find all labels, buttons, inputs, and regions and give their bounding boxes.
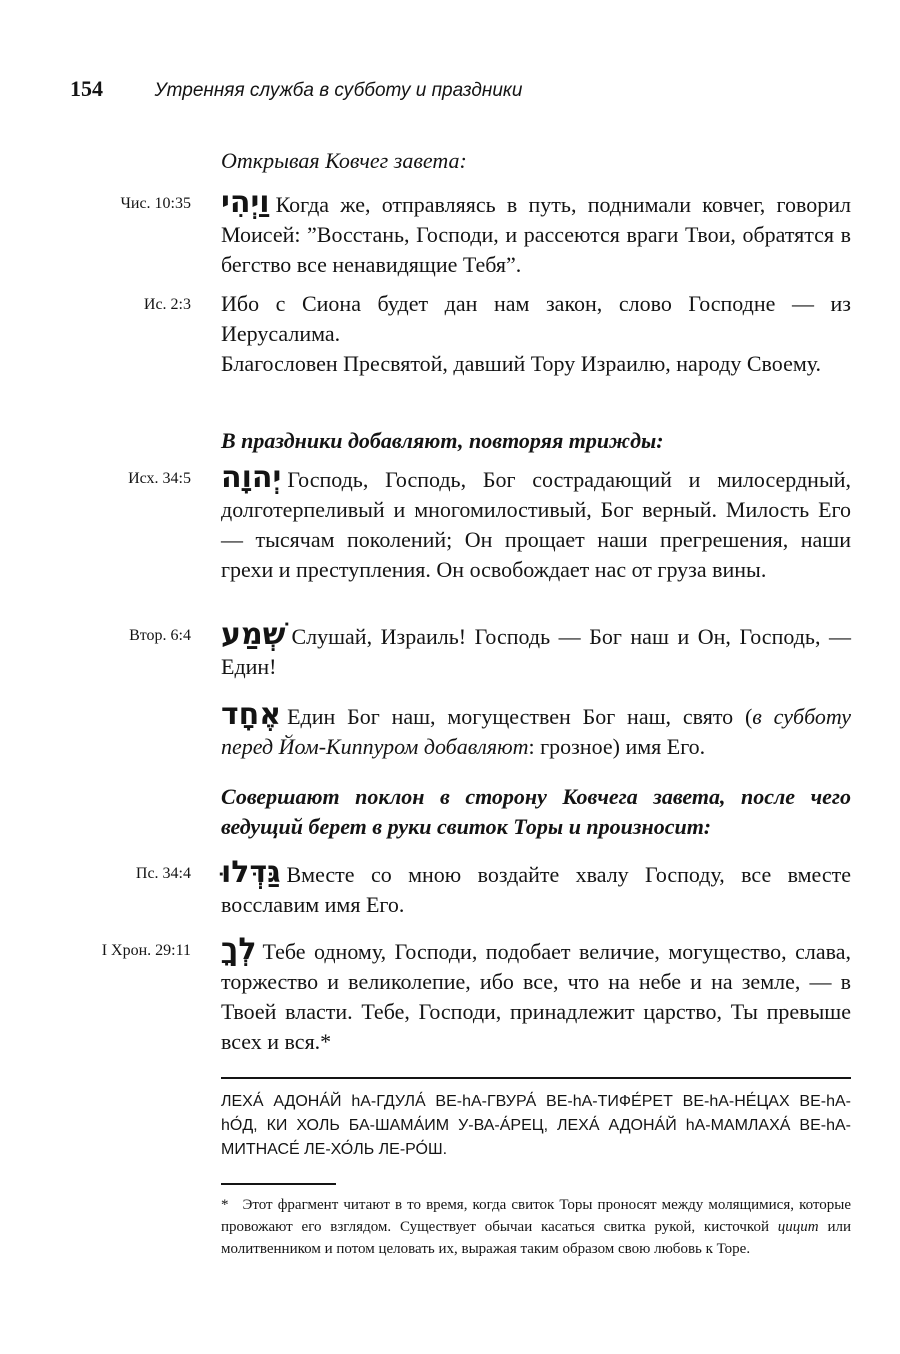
rubric-text: В праздники добавляют, повторяя трижды: (221, 428, 664, 453)
rubric-text: Совершают поклон в сторону Ковчега завета, после чего ведущий берет в руки свиток Торы и произносит: (221, 784, 851, 839)
passage-text (221, 932, 851, 1057)
passage-text (221, 617, 851, 682)
passage-text (221, 697, 851, 762)
blessing-line: Благословен Пресвятой, давший Тору Израилю, народу Своему. (221, 351, 822, 376)
passage-body: Слушай, Израиль! Господь — Бог наш и Он, Господь, — Един! (221, 624, 851, 679)
verse-reference: Ис. 2:3 (143, 296, 191, 313)
verse-reference: I Хрон. 29:11 (101, 942, 191, 959)
passage-body: Господь, Господь, Бог сострадающий и милосердный, долготерпеливый и многомилостивый, Бог верный. Милость Его — тысячам поколений; Он прощает наши прегрешения, наши грехи и преступления. Он освобождает нас от груза вины. (221, 467, 851, 582)
passage-body-end: : грозное) имя Его. (528, 734, 706, 759)
verse-reference: Втор. 6:4 (129, 627, 191, 644)
footnote-italic-term: цицит (777, 1219, 819, 1235)
passage-text (221, 855, 851, 920)
transliteration-block: ЛЕХА́ АДОНА́Й hА-ГДУЛА́ ВЕ-hА-ГВУРА́ ВЕ-hА-ТИФЕ́РЕТ ВЕ-hА-НЕ́ЦАХ ВЕ-hА-hО́Д, КИ ХОЛЬ БА-ШАМА́ИМ У-ВА-А́РЕЦ, ЛЕХА́ АДОНА́Й hА-МАМЛАХА́ ВЕ-hА-МИТНАСЕ́ ЛЕ-ХО́ЛЬ ЛЕ-РО́Ш. (221, 1093, 851, 1158)
passage-body: Тебе одному, Господи, подобает величие, могущество, слава, торжество и великолепие, ибо все, что на небе и на земле, — в Твоей власти. Тебе, Господи, принадлежит царство, Ты превыше всех и вся.* (221, 939, 851, 1054)
hebrew-incipit: שְׁמַע (221, 617, 286, 652)
passage-text (221, 289, 851, 379)
passage-body: Когда же, отправляясь в путь, поднимали ковчег, говорил Моисей: ”Восстань, Господи, и рассеются враги Твои, обратятся в бегство все ненавидящие Тебя”. (221, 192, 851, 277)
passage-body: Вместе со мною воздайте хвалу Господу, все вместе восславим имя Его. (221, 862, 851, 917)
footnote-text-end: или молитвенником и потом целовать их, выражая таким образом свою любовь к Торе. (221, 1219, 851, 1257)
hebrew-incipit: אֶחָד (221, 697, 282, 732)
verse-reference: Исх. 34:5 (128, 470, 191, 487)
running-title: Утренняя служба в субботу и праздники (154, 80, 523, 101)
passage-text (221, 460, 851, 585)
passage-body: Един Бог наш, могуществен Бог наш, свято ( (287, 704, 753, 729)
hebrew-incipit: גַּדְּלוּ (221, 855, 281, 890)
verse-reference: Пс. 34:4 (135, 865, 191, 882)
hebrew-incipit: לְךָ (221, 932, 257, 967)
footnote-text: Этот фрагмент читают в то время, когда свиток Торы проносят между молящимися, которые провожают его взглядом. Существует обычаи касаться свитка рукой, кисточкой (221, 1197, 851, 1235)
rubric-text: Открывая Ковчег завета: (221, 148, 467, 173)
divider-rule (221, 1077, 851, 1079)
hebrew-incipit: וַיְהִי (221, 185, 270, 220)
instruction-italic: в субботу перед Йом-Киппуром добавляют (221, 704, 851, 759)
footnote (221, 1194, 851, 1260)
page-number: 154 (70, 76, 103, 101)
hebrew-incipit: יְהוָה (221, 460, 282, 495)
footnote-marker: * (221, 1197, 229, 1213)
verse-reference: Чис. 10:35 (120, 195, 191, 212)
footnote-rule (221, 1183, 336, 1185)
page-header (70, 76, 522, 102)
passage-text (221, 185, 851, 280)
passage-line: Ибо с Сиона будет дан нам закон, слово Господне — из Иерусалима. (221, 291, 851, 346)
